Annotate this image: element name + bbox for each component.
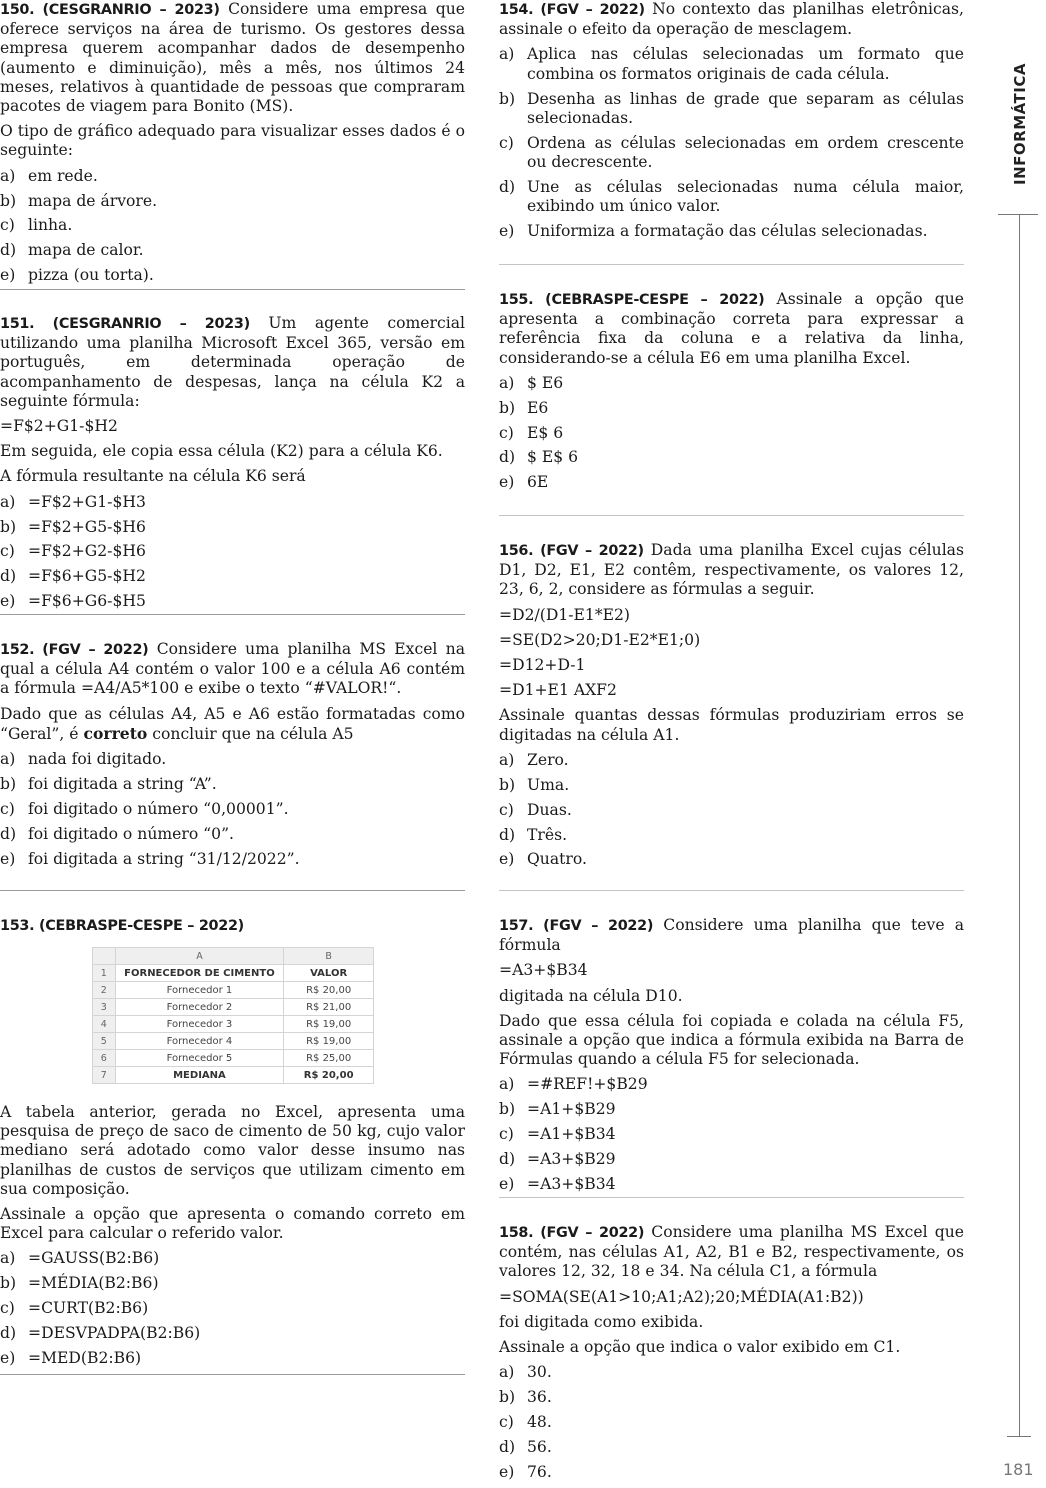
option-a[interactable]: a) Zero. [499,750,569,769]
option-d[interactable]: d) =A3+$B29 [499,1150,616,1169]
table-row: 5 Fornecedor 4 R$ 19,00 [93,1033,374,1050]
column-header: A [115,948,284,965]
options-list [499,1363,964,1482]
option-b[interactable]: b) Uma. [499,775,570,794]
question-151 [0,314,465,617]
option-b[interactable]: b) =F$2+G5-$H6 [0,517,146,536]
option-c[interactable]: c) =CURT(B2:B6) [0,1299,149,1318]
question-intro: No contexto das planilhas eletrônicas, assinale o efeito da operação de mesclagem. [499,0,964,39]
options-list [0,167,465,286]
option-d[interactable]: d) Une as células selecionadas numa célula maior, exibindo um único valor. [499,177,964,215]
options-list [0,493,465,612]
formula: =SOMA(SE(A1>10;A1;A2);20;MÉDIA(A1:B2)) [499,1287,864,1306]
question-intro: Considere uma planilha que teve a fórmula [499,916,964,955]
question-head: 151. (CESGRANRIO – 2023) [0,316,250,332]
table-row: 6 Fornecedor 5 R$ 25,00 [93,1050,374,1067]
question-158 [499,1223,964,1488]
option-c[interactable]: c) 48. [499,1413,552,1431]
option-e[interactable]: e) =F$6+G6-$H5 [0,592,146,611]
option-b[interactable]: b) =A1+$B29 [499,1100,616,1119]
question-text: Dado que as células A4, A5 e A6 estão formatadas como “Geral”, é correto concluir que na célula A5 [0,704,465,743]
question-text: A fórmula resultante na célula K6 será [0,467,306,486]
option-a[interactable]: a) Aplica nas células selecionadas um formato que combina os formatos originais de cada célula. [499,45,964,83]
option-e[interactable]: e) =A3+$B34 [499,1174,616,1193]
options-list [499,1075,964,1194]
option-d[interactable]: d) $ E$ 6 [499,448,579,467]
option-d[interactable]: d) =F$6+G5-$H2 [0,567,146,586]
option-d[interactable]: d) Três. [499,825,568,844]
question-152 [0,640,465,874]
question-153-body [0,1103,465,1374]
formula: =D1+E1 AXF2 [499,681,617,700]
option-a[interactable]: a) em rede. [0,166,98,185]
option-b[interactable]: b) Desenha as linhas de grade que separam as células selecionadas. [499,89,964,127]
option-b[interactable]: b) E6 [499,398,549,417]
options-list [499,751,964,870]
separator [0,289,465,290]
question-head: 158. (FGV – 2022) [499,1225,645,1241]
spreadsheet-table [92,947,374,1084]
option-a[interactable]: a) $ E6 [499,373,564,392]
page-number: 181 [1003,1460,1034,1479]
question-intro: Considere uma empresa que oferece serviços na área de turismo. Os gestores dessa empresa querem acompanhar dados de desempenho (aumento e diminuição), mês a mês, nos últimos 24 meses, relativos à quantidade de pessoas que compraram pacotes de viagem para Bonito (MS). [0,0,465,116]
option-c[interactable]: c) Ordena as células selecionadas em ordem crescente ou decrescente. [499,133,964,171]
separator [499,264,964,265]
question-head: 156. (FGV – 2022) [499,543,644,559]
formula: =D12+D-1 [499,656,586,675]
option-a[interactable]: a) =#REF!+$B29 [499,1075,648,1094]
option-e[interactable]: e) Quatro. [499,850,587,869]
question-intro: Considere uma planilha MS Excel que contém, nas células A1, A2, B1 e B2, respectivamente, os valores 12, 32, 18 e 34. Na célula C1, a fórmula [499,1223,964,1281]
question-text: Assinale quantas dessas fórmulas produziriam erros se digitadas na célula A1. [499,706,964,744]
option-b[interactable]: b) =MÉDIA(B2:B6) [0,1274,159,1293]
question-intro: Um agente comercial utilizando uma planilha Microsoft Excel 365, versão em português, em determinada operação de acompanhamento de despesas, lança na célula K2 a seguinte fórmula: [0,314,465,410]
question-157 [499,916,964,1200]
separator [499,1197,964,1198]
formula: =SE(D2>20;D1-E2*E1;0) [499,630,701,649]
formula: =D2/(D1-E1*E2) [499,605,631,624]
option-e[interactable]: e) 6E [499,473,549,492]
options-list [0,1249,465,1368]
option-c[interactable]: c) =F$2+G2-$H6 [0,542,146,561]
table-row: 3 Fornecedor 2 R$ 21,00 [93,999,374,1016]
table-row: 4 Fornecedor 3 R$ 19,00 [93,1016,374,1033]
option-c[interactable]: c) Duas. [499,800,572,819]
separator [499,890,964,891]
question-text: foi digitada como exibida. [499,1312,704,1331]
question-head: 155. (CEBRASPE-CESPE – 2022) [499,292,765,308]
option-b[interactable]: b) 36. [499,1388,552,1407]
option-e[interactable]: e) foi digitada a string “31/12/2022”. [0,849,300,868]
option-e[interactable]: e) Uniformiza a formatação das células selecionadas. [499,221,928,240]
question-head: 152. (FGV – 2022) [0,642,149,658]
question-intro: Dada uma planilha Excel cujas células D1, D2, E1, E2 contêm, respectivamente, os valores 12, 23, 6, 2, considere as fórmulas a seguir. [499,541,964,599]
separator [0,1374,465,1375]
question-intro: Assinale a opção que apresenta a combinação correta para expressar a referência fixa da coluna e a relativa da linha, considerando-se a célula E6 em uma planilha Excel. [499,290,964,367]
formula: =A3+$B34 [499,961,588,980]
option-a[interactable]: a) nada foi digitado. [0,750,167,769]
question-text: O tipo de gráfico adequado para visualizar esses dados é o seguinte: [0,122,465,160]
question-text: A tabela anterior, gerada no Excel, apresenta uma pesquisa de preço de saco de cimento de 50 kg, cujo valor mediano será adotado como valor desse insumo nas planilhas de custos de serviços que utilizam cimento em sua composição. [0,1103,465,1198]
table-row: 2 Fornecedor 1 R$ 20,00 [93,982,374,999]
option-e[interactable]: e) =MED(B2:B6) [0,1348,142,1367]
question-head: 154. (FGV – 2022) [499,2,645,18]
side-rule-vertical [1019,214,1020,1436]
option-d[interactable]: d) foi digitado o número “0”. [0,824,235,843]
column-header: B [284,948,374,965]
section-title: INFORMÁTICA [1011,63,1030,185]
side-rule-bottom [1007,1436,1031,1437]
option-b[interactable]: b) mapa de árvore. [0,191,158,210]
question-text: Assinale a opção que apresenta o comando correto em Excel para calcular o referido valor. [0,1205,465,1243]
question-150 [0,0,465,291]
option-b[interactable]: b) foi digitada a string “A”. [0,774,217,793]
option-c[interactable]: c) =A1+$B34 [499,1125,616,1144]
options-list [0,750,465,869]
table-row: 7 MEDIANA R$ 20,00 [93,1067,374,1084]
option-c[interactable]: c) E$ 6 [499,423,564,442]
question-head: 150. (CESGRANRIO – 2023) [0,2,220,18]
question-153 [0,916,465,942]
question-text: Em seguida, ele copia essa célula (K2) para a célula K6. [0,442,443,461]
question-156 [499,541,964,875]
separator [0,614,465,615]
option-a[interactable]: a) =GAUSS(B2:B6) [0,1249,160,1268]
side-rule-top [998,214,1038,215]
option-c[interactable]: c) foi digitado o número “0,00001”. [0,799,289,818]
question-head: 153. (CEBRASPE-CESPE – 2022) [0,918,244,934]
question-155 [499,290,964,498]
option-d[interactable]: d) 56. [499,1437,552,1456]
option-e[interactable]: e) 76. [499,1462,552,1481]
option-e[interactable]: e) pizza (ou torta). [0,266,154,285]
formula: =F$2+G1-$H2 [0,417,118,436]
separator [499,515,964,516]
question-154 [499,0,964,247]
option-a[interactable]: a) =F$2+G1-$H3 [0,492,146,511]
options-list [499,374,964,493]
options-list [499,45,964,241]
option-c[interactable]: c) linha. [0,216,73,235]
question-intro: Considere uma planilha MS Excel na qual a célula A4 contém o valor 100 e a célula A6 contém a fórmula =A4/A5*100 e exibe o texto “#VALOR!“. [0,640,465,698]
separator [0,890,465,891]
question-head: 157. (FGV – 2022) [499,918,654,934]
option-a[interactable]: a) 30. [499,1363,552,1382]
question-text: Dado que essa célula foi copiada e colada na célula F5, assinale a opção que indica a fórmula exibida na Barra de Fórmulas quando a célula F5 for selecionada. [499,1011,964,1069]
option-d[interactable]: d) =DESVPADPA(B2:B6) [0,1324,201,1343]
question-text: digitada na célula D10. [499,986,683,1005]
question-text: Assinale a opção que indica o valor exibido em C1. [499,1338,901,1357]
option-d[interactable]: d) mapa de calor. [0,241,144,260]
table-row: 1 FORNECEDOR DE CIMENTO VALOR [93,965,374,982]
table-header-row [93,948,374,965]
